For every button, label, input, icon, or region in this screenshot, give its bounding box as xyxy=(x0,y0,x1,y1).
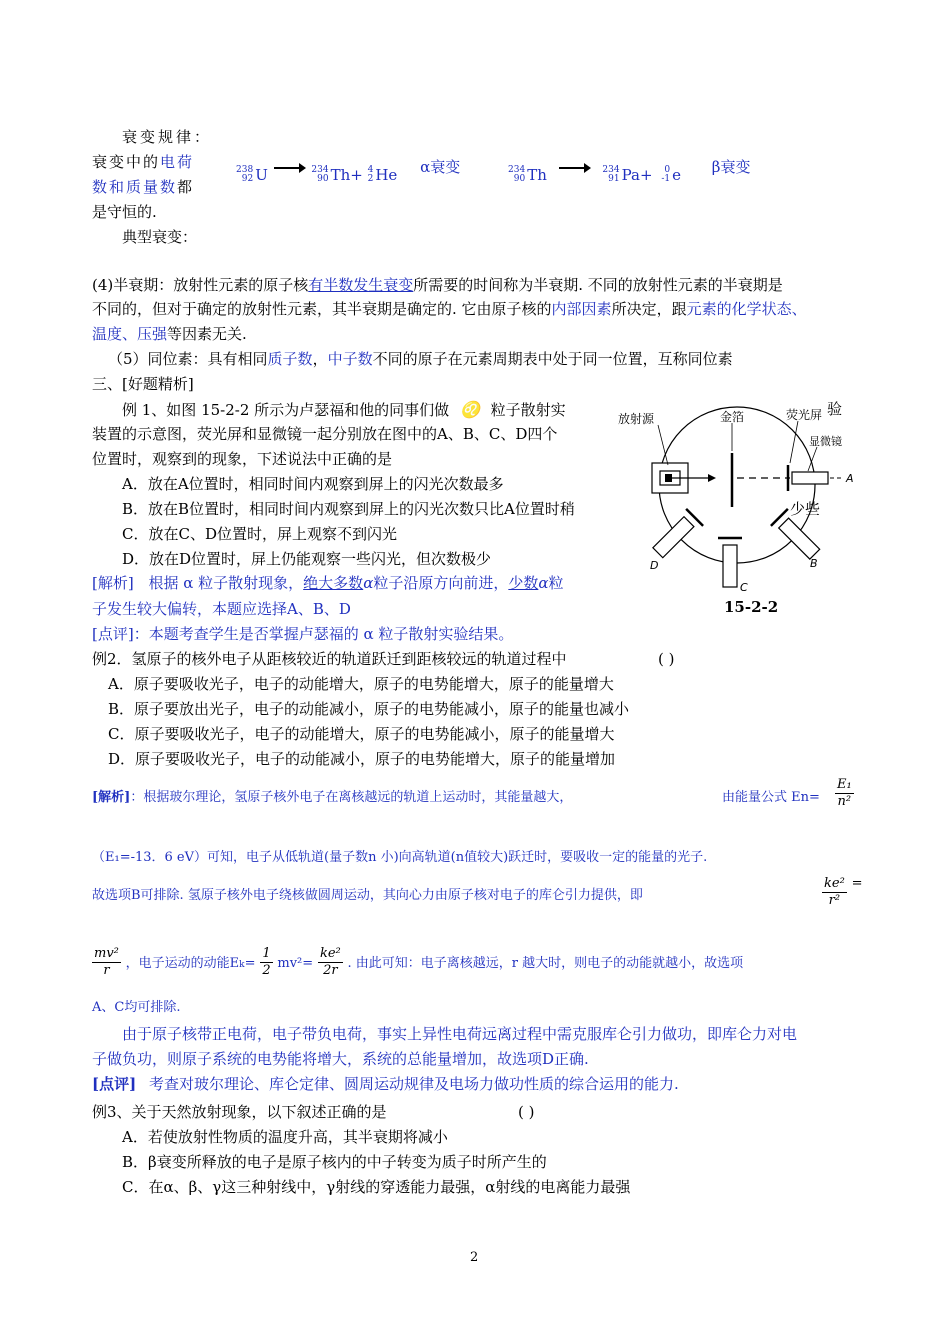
ex2-answer-line3: 故选项B可排除. 氢原子核外电子绕核做圆周运动，其向心力由原子核对电子的库仑引力提供，即 xyxy=(92,888,643,903)
uranium-symbol: U xyxy=(255,165,268,184)
comment-tag: [点评] xyxy=(92,1075,137,1093)
protactinium-symbol: Pa+ xyxy=(621,165,653,184)
isotope-line xyxy=(108,350,733,369)
ex2-answer-line7: 子做负功，则原子系统的电势能将增大，系统的总能量增加，故选项D正确. xyxy=(92,1050,589,1068)
fraction-numerator: 1 xyxy=(260,946,272,963)
halflife-text: (4)半衰期：放射性元素的原子核 xyxy=(92,276,309,294)
ex1-answer-line2: 子发生较大偏转，本题应选择A、B、D xyxy=(92,600,351,618)
figure-label-foil: 金箔 xyxy=(720,410,745,424)
ex1-question-text: 粒子散射实 xyxy=(490,401,566,419)
alpha-symbol-icon: ♌ xyxy=(459,400,480,419)
e-mass-number: 0 xyxy=(664,165,671,175)
e-charge-number: -1 xyxy=(661,174,671,184)
ex1-answer-key-term: 少数 xyxy=(508,574,539,592)
equals-sign: = xyxy=(851,876,863,891)
ex2-answer-paren: ( ) xyxy=(658,650,675,668)
ex1-answer-text: 粒 xyxy=(548,574,564,592)
decay-rule-line2-b: 都 xyxy=(177,178,195,196)
coulomb-force-fraction xyxy=(822,876,862,910)
ex2-question: 例2．氢原子的核外电子从距核较近的轨道跃迁到距核较远的轨道过程中 xyxy=(92,650,567,668)
decay-rule-line1 xyxy=(92,153,194,172)
decay-rule-label: 衰变规律： xyxy=(122,128,213,146)
ex1-answer-line1: [解析] 根据 α 粒子散射现象，绝大多数α粒子沿原方向前进，少数α粒 xyxy=(92,574,564,592)
figure-caption: 15-2-2 xyxy=(724,598,779,616)
fraction-numerator: ke² xyxy=(318,946,343,963)
alpha-decay-label: α衰变 xyxy=(420,158,461,176)
figure-label-microscope: 显微镜 xyxy=(809,435,842,448)
typical-decay-label: 典型衰变： xyxy=(122,228,198,246)
he-atomic-number: 2 xyxy=(367,174,374,184)
ex3-answer-paren: ( ) xyxy=(518,1103,535,1121)
fraction-denominator: n² xyxy=(837,794,852,810)
isotope-key-term: 中子数 xyxy=(327,350,373,368)
ex2-option-c: C．原子要吸收光子，电子的动能增大，原子的电势能减小，原子的能量增大 xyxy=(108,725,615,743)
ex2-answer-line6: 由于原子核带正电荷，电子带负电荷，事实上异性电荷远离过程中需克服库仑引力做功，即库仑力对电 xyxy=(122,1025,798,1043)
ex3-option-a: A．若使放射性物质的温度升高，其半衰期将减小 xyxy=(122,1128,448,1146)
ex2-answer-line4 xyxy=(92,946,743,980)
ex2-option-d: D．原子要吸收光子，电子的动能减小，原子的电势能增大，原子的能量增加 xyxy=(108,750,616,768)
th-mass-number: 234 xyxy=(311,165,329,175)
figure-label-a: A xyxy=(846,472,854,485)
answer-tag: [解析] xyxy=(92,574,134,592)
ex2-option-b: B．原子要放出光子，电子的动能减小，原子的电势能减小，原子的能量也减小 xyxy=(108,700,630,718)
ex1-line3: 位置时，观察到的现象，下述说法中正确的是 xyxy=(92,450,393,468)
ex1-option-d: D．放在D位置时，屏上仍能观察一些闪光，但次数极少 xyxy=(122,550,492,568)
ex2-comment-text: 考查对玻尔理论、库仑定律、圆周运动规律及电场力做功性质的综合运用的能力. xyxy=(148,1075,679,1093)
halflife-text: 所决定，跟 xyxy=(611,300,687,318)
ex2-answer-text: mv²= xyxy=(277,955,314,971)
ex2-answer-line1 xyxy=(92,790,572,806)
ex1-comment-text: ：本题考查学生是否掌握卢瑟福的 α 粒子散射实验结果。 xyxy=(133,625,514,643)
comment-tag: [点评] xyxy=(92,625,134,643)
page-number: 2 xyxy=(470,1250,479,1265)
section-heading: 三、[好题精析] xyxy=(92,375,194,393)
decay-rule-line2 xyxy=(92,178,194,197)
ex3-question: 例3、关于天然放射现象，以下叙述正确的是 xyxy=(92,1103,387,1121)
ex1-line1 xyxy=(122,400,566,420)
fraction-denominator: 2 xyxy=(262,963,271,979)
halflife-line1 xyxy=(92,276,783,295)
ex1-answer-text: 根据 α 粒子散射现象， xyxy=(148,574,304,592)
ex2-answer-text: = xyxy=(244,955,256,971)
reaction-arrow-icon xyxy=(273,162,307,174)
ex1-option-a: A．放在A位置时，相同时间内观察到屏上的闪光次数最多 xyxy=(122,475,504,493)
halflife-key-term: 有半数发生衰变 xyxy=(308,276,414,294)
isotope-text: 不同的原子在元素周期表中处于同一位置，互称同位素 xyxy=(372,350,733,368)
fraction-numerator: ke² xyxy=(822,876,847,893)
halflife-text: 所需要的时间称为半衰期. 不同的放射性元素的半衰期是 xyxy=(413,276,783,294)
ex2-answer-text: ：根据玻尔理论，氢原子核外电子在离核越远的轨道上运动时，其能量越大， xyxy=(130,790,573,805)
ex2-answer-text: . 由此可知：电子离核越远，r 越大时，则电子的动能就越小，故选项 xyxy=(347,955,744,971)
ex1-comment xyxy=(92,625,513,644)
beta-th-mass-number: 234 xyxy=(508,165,526,175)
beta-decay-equation xyxy=(508,158,750,184)
decay-rule-line3: 是守恒的. xyxy=(92,203,157,221)
pa-atomic-number: 91 xyxy=(608,174,620,184)
ex1-answer-key-term: 绝大多数 xyxy=(303,574,364,592)
figure-label-screen: 荧光屏 xyxy=(786,408,823,422)
beta-th-atomic-number: 90 xyxy=(513,174,526,184)
u-atomic-number: 92 xyxy=(241,174,254,184)
kinetic-subscript: k xyxy=(239,959,245,970)
beta-thorium-symbol: Th xyxy=(527,165,547,184)
figure-label-d: D xyxy=(650,559,659,572)
answer-tag: [解析] xyxy=(92,790,131,805)
u-mass-number: 238 xyxy=(236,165,254,175)
halflife-key-term: 元素的化学状态、 xyxy=(686,300,807,318)
halflife-line2 xyxy=(92,300,807,319)
ex2-answer-line5: A、C均可排除. xyxy=(92,1000,181,1015)
fraction-denominator: r² xyxy=(828,893,841,909)
ex3-option-b: B．β衰变所释放的电子是原子核内的中子转变为质子时所产生的 xyxy=(122,1153,547,1171)
halflife-text: 不同的，但对于确定的放射性元素，其半衰期是确定的. 它由原子核的 xyxy=(92,300,552,318)
he-mass-number: 4 xyxy=(367,165,374,175)
ex1-option-c: C．放在C、D位置时，屏上观察不到闪光 xyxy=(122,525,397,543)
fraction-denominator: r xyxy=(103,963,110,979)
fraction-numerator: E₁ xyxy=(835,777,854,794)
ex1-question-text: 例 1、如图 15-2-2 所示为卢瑟福和他的同事们做 xyxy=(122,401,450,419)
halflife-key-term: 内部因素 xyxy=(551,300,612,318)
th-atomic-number: 90 xyxy=(317,174,329,184)
ex2-comment xyxy=(92,1075,679,1094)
ex1-option-b-tail: 少些 xyxy=(790,500,821,518)
figure-label-source: 放射源 xyxy=(618,412,655,426)
isotope-text: （5）同位素：具有相同 xyxy=(108,350,268,368)
decay-rule-line2-a: 数和质量数 xyxy=(92,178,178,196)
ex3-option-c: C．在α、β、γ这三种射线中，γ射线的穿透能力最强，α射线的电离能力最强 xyxy=(122,1178,631,1196)
ex2-answer-text: ，电子运动的动能E xyxy=(125,955,240,971)
pa-mass-number: 234 xyxy=(602,165,620,175)
halflife-key-term: 温度、压强 xyxy=(92,325,168,343)
ex1-option-b: B．放在B位置时，相同时间内观察到屏上的闪光次数只比A位置时稍 xyxy=(122,500,575,518)
ex1-line2: 装置的示意图，荧光屏和显微镜一起分别放在图中的A、B、C、D四个 xyxy=(92,425,558,443)
ex2-answer-line2: （E₁=-13．6 eV）可知，电子从低轨道(量子数n 小)向高轨道(n值较大)跃迁时，要吸收一定的能量的光子. xyxy=(92,850,708,865)
energy-formula-fraction xyxy=(835,777,854,811)
decay-rule-line1-a: 衰变中的 xyxy=(92,153,161,171)
beta-decay-label: β衰变 xyxy=(711,158,751,176)
ex1-answer-text: 粒子沿原方向前进， xyxy=(373,574,509,592)
fraction-numerator: mv² xyxy=(92,946,121,963)
figure-label-b: B xyxy=(810,557,818,570)
figure-label-c: C xyxy=(740,581,748,594)
ex2-option-a: A．原子要吸收光子，电子的动能增大，原子的电势能增大，原子的能量增大 xyxy=(108,675,614,693)
ex2-energy-formula-label: 由能量公式 En= xyxy=(722,790,820,805)
decay-rule-line1-b: 电荷 xyxy=(160,153,195,171)
alpha-decay-equation xyxy=(236,158,460,184)
halflife-text: 等因素无关. xyxy=(167,325,247,343)
fraction-denominator: 2r xyxy=(323,963,338,979)
helium-symbol: He xyxy=(375,165,398,184)
isotope-text: ， xyxy=(312,350,328,368)
halflife-line3 xyxy=(92,325,247,344)
reaction-arrow-icon xyxy=(558,162,592,174)
thorium-symbol: Th+ xyxy=(330,165,363,184)
electron-symbol: e xyxy=(672,165,681,184)
rutherford-scattering-figure xyxy=(612,395,862,595)
ex1-line1-tail: 验 xyxy=(827,400,843,418)
isotope-key-term: 质子数 xyxy=(267,350,313,368)
